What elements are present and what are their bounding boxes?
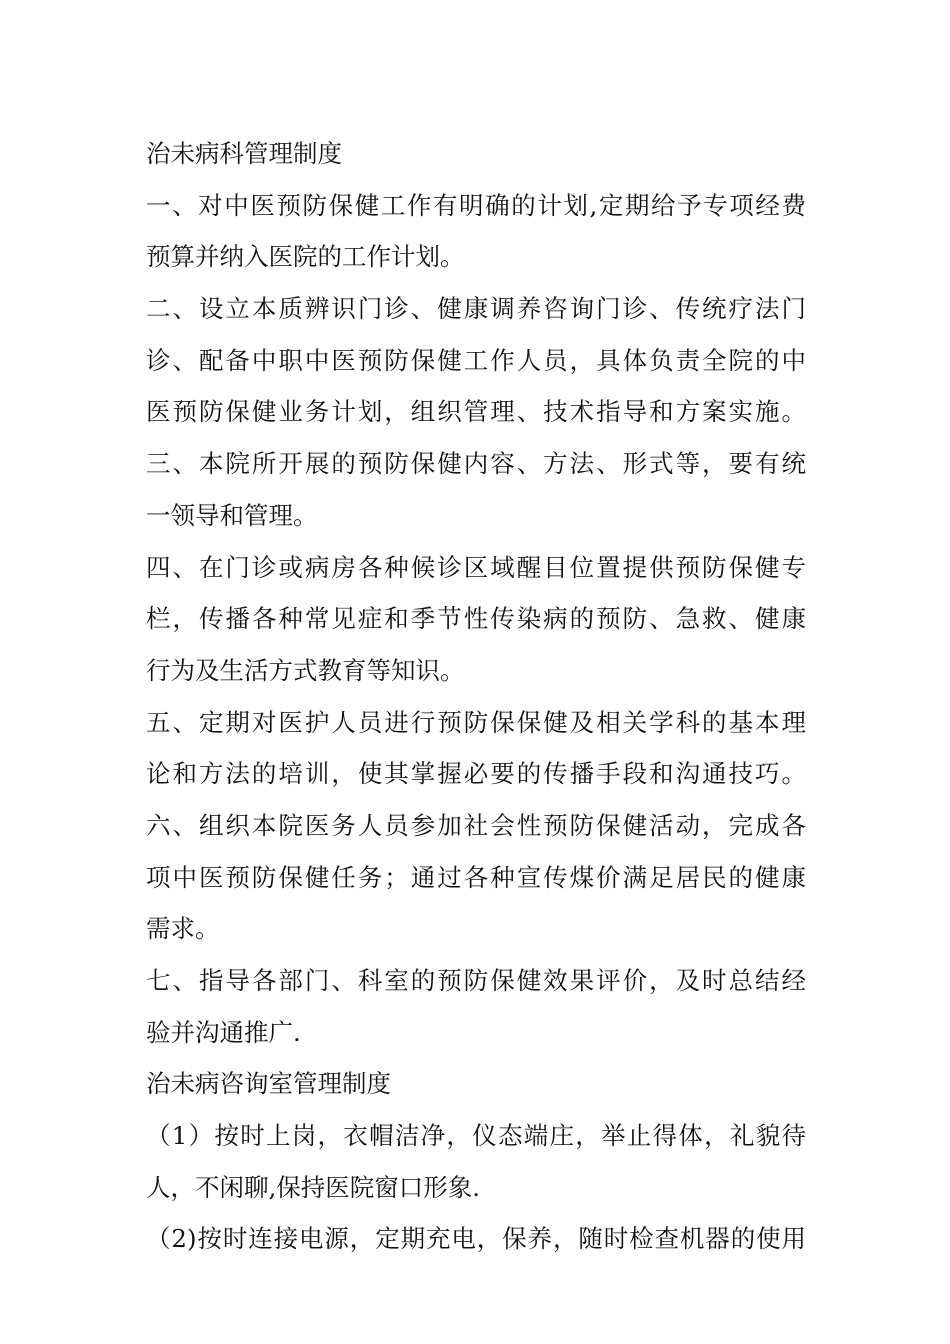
text-line: 需求。 — [146, 914, 220, 944]
text-line: 栏，传播各种常见症和季节性传染病的预防、急救、健康 — [146, 604, 806, 634]
text-line: （2)按时连接电源，定期充电，保养，随时检查机器的使用 — [146, 1224, 806, 1254]
text-line: 验并沟通推广. — [146, 1017, 301, 1047]
text-line: 论和方法的培训，使其掌握必要的传播手段和沟通技巧。 — [146, 759, 806, 789]
text-line: 行为及生活方式教育等知识。 — [146, 655, 465, 685]
text-line: （1）按时上岗，衣帽洁净，仪态端庄，举止得体，礼貌待 — [146, 1121, 806, 1151]
text-line: 医预防保健业务计划，组织管理、技术指导和方案实施。 — [146, 397, 806, 427]
heading-weibing-ke: 治未病科管理制度 — [146, 139, 342, 168]
text-line: 项中医预防保健任务；通过各种宣传煤价满足居民的健康 — [146, 862, 806, 892]
text-line: 四、在门诊或病房各种候诊区域醒目位置提供预防保健专 — [146, 552, 806, 582]
document-body — [146, 128, 806, 1265]
text-line: 三、本院所开展的预防保健内容、方法、形式等，要有统 — [146, 449, 806, 479]
text-line: 二、设立本质辨识门诊、健康调养咨询门诊、传统疗法门 — [146, 294, 806, 324]
text-line: 人，不闲聊,保持医院窗口形象. — [146, 1172, 481, 1202]
text-line: 一、对中医预防保健工作有明确的计划,定期给予专项经费 — [146, 190, 806, 220]
text-line: 五、定期对医护人员进行预防保保健及相关学科的基本理 — [146, 707, 806, 737]
text-line: 六、组织本院医务人员参加社会性预防保健活动，完成各 — [146, 810, 806, 840]
text-line: 诊、配备中职中医预防保健工作人员，具体负责全院的中 — [146, 345, 806, 375]
text-line: 七、指导各部门、科室的预防保健效果评价，及时总结经 — [146, 966, 806, 995]
heading-consult-room: 治未病咨询室管理制度 — [146, 1069, 391, 1099]
text-line: 一领导和管理。 — [146, 500, 318, 530]
text-line: 预算并纳入医院的工作计划。 — [146, 242, 465, 272]
